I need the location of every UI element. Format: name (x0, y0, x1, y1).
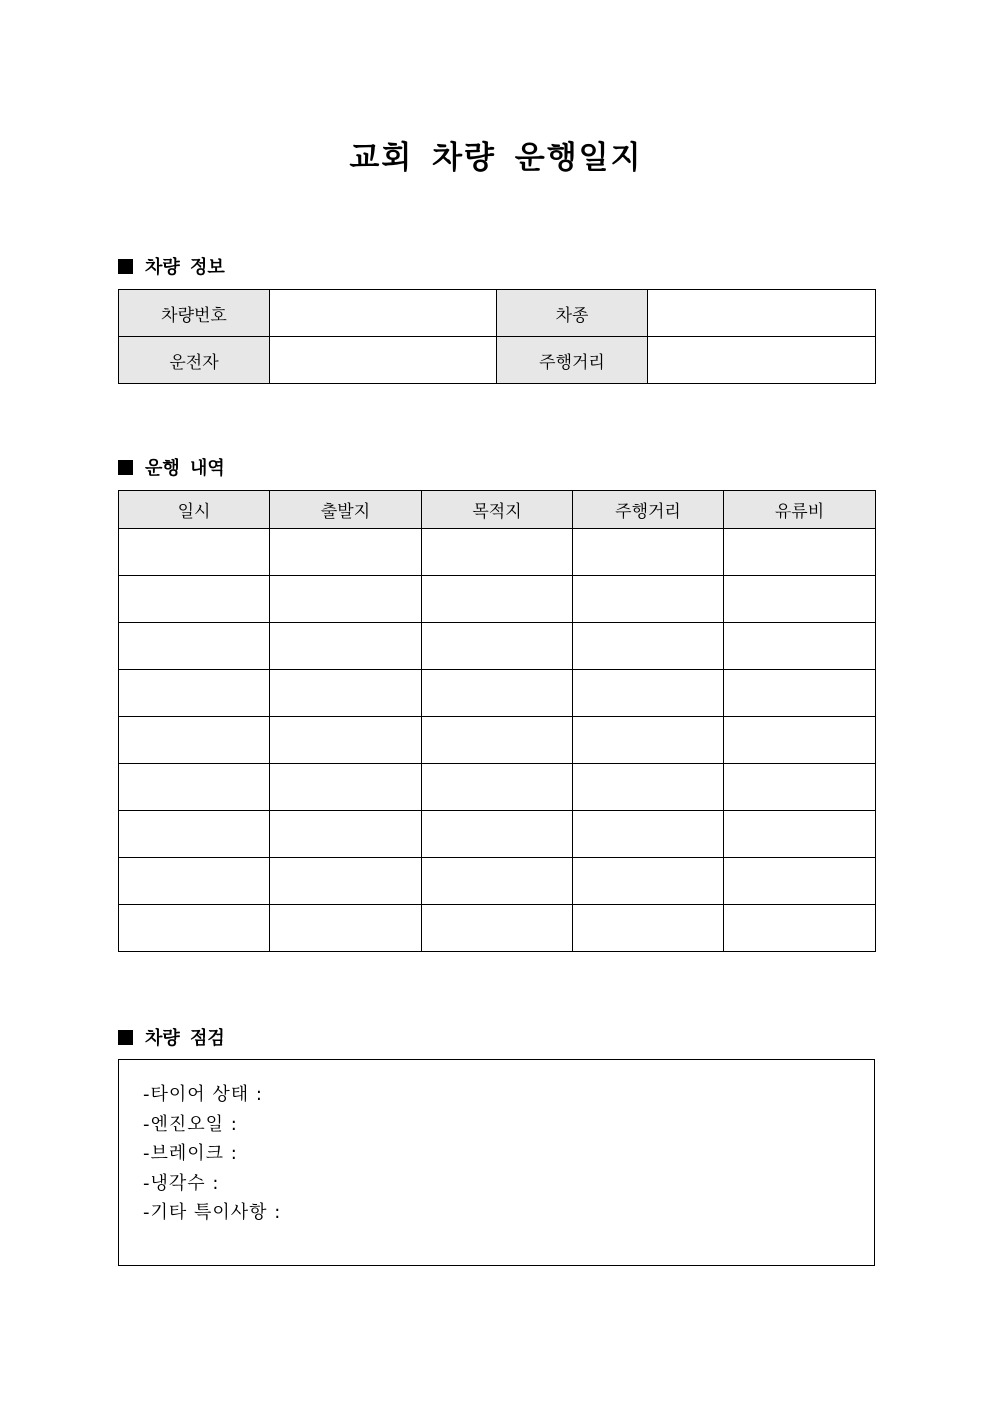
log-cell-departure[interactable] (270, 858, 422, 905)
log-cell-departure[interactable] (270, 811, 422, 858)
log-cell-datetime[interactable] (119, 858, 270, 905)
table-row (119, 670, 876, 717)
mileage-field[interactable] (648, 337, 876, 384)
column-header-datetime: 일시 (119, 491, 270, 529)
section-heading-inspection (118, 1024, 225, 1050)
section-heading-label: 차량 정보 (145, 257, 225, 278)
log-cell-mileage[interactable] (573, 670, 724, 717)
section-heading-label: 운행 내역 (145, 458, 225, 479)
driver-field[interactable] (270, 337, 497, 384)
column-header-departure: 출발지 (270, 491, 422, 529)
log-cell-departure[interactable] (270, 576, 422, 623)
section-heading-driving-log (118, 454, 225, 480)
table-row (119, 858, 876, 905)
driving-log-table (118, 490, 876, 952)
log-cell-datetime[interactable] (119, 764, 270, 811)
log-cell-destination[interactable] (422, 576, 573, 623)
log-cell-destination[interactable] (422, 764, 573, 811)
log-cell-destination[interactable] (422, 858, 573, 905)
log-cell-destination[interactable] (422, 670, 573, 717)
table-row (119, 337, 876, 384)
log-cell-fuel-cost[interactable] (724, 717, 876, 764)
inspection-box (118, 1059, 875, 1266)
log-cell-mileage[interactable] (573, 905, 724, 952)
log-cell-mileage[interactable] (573, 529, 724, 576)
log-cell-fuel-cost[interactable] (724, 670, 876, 717)
inspection-item-engine-oil: -엔진오일 : (143, 1113, 238, 1135)
log-cell-fuel-cost[interactable] (724, 576, 876, 623)
log-cell-destination[interactable] (422, 529, 573, 576)
label-driver: 운전자 (119, 337, 270, 384)
section-heading-label: 차량 점검 (145, 1028, 225, 1049)
log-cell-fuel-cost[interactable] (724, 764, 876, 811)
log-cell-fuel-cost[interactable] (724, 811, 876, 858)
square-bullet-icon (118, 1030, 133, 1045)
vehicle-model-field[interactable] (648, 290, 876, 337)
log-cell-datetime[interactable] (119, 717, 270, 764)
vehicle-info-table (118, 289, 876, 384)
vehicle-number-field[interactable] (270, 290, 497, 337)
log-cell-datetime[interactable] (119, 623, 270, 670)
square-bullet-icon (118, 259, 133, 274)
log-cell-datetime[interactable] (119, 576, 270, 623)
square-bullet-icon (118, 460, 133, 475)
log-cell-mileage[interactable] (573, 576, 724, 623)
log-cell-fuel-cost[interactable] (724, 623, 876, 670)
log-cell-mileage[interactable] (573, 811, 724, 858)
column-header-fuel-cost: 유류비 (724, 491, 876, 529)
log-cell-mileage[interactable] (573, 858, 724, 905)
log-cell-mileage[interactable] (573, 623, 724, 670)
inspection-list (119, 1060, 874, 1228)
log-cell-datetime[interactable] (119, 670, 270, 717)
table-row (119, 764, 876, 811)
section-heading-vehicle-info (118, 253, 225, 279)
label-vehicle-number: 차량번호 (119, 290, 270, 337)
log-cell-fuel-cost[interactable] (724, 858, 876, 905)
inspection-item-brake: -브레이크 : (143, 1143, 238, 1164)
log-cell-fuel-cost[interactable] (724, 529, 876, 576)
column-header-destination: 목적지 (422, 491, 573, 529)
table-header-row (119, 491, 876, 529)
table-row (119, 811, 876, 858)
log-cell-departure[interactable] (270, 623, 422, 670)
log-cell-departure[interactable] (270, 905, 422, 952)
table-row (119, 717, 876, 764)
log-cell-destination[interactable] (422, 905, 573, 952)
label-vehicle-model: 차종 (497, 290, 648, 337)
table-row (119, 623, 876, 670)
column-header-mileage: 주행거리 (573, 491, 724, 529)
log-cell-mileage[interactable] (573, 717, 724, 764)
driving-log-body (119, 529, 876, 952)
log-cell-datetime[interactable] (119, 905, 270, 952)
log-cell-destination[interactable] (422, 811, 573, 858)
inspection-item-tire-status: -타이어 상태 : (143, 1084, 263, 1105)
table-row (119, 529, 876, 576)
inspection-item-other-notes: -기타 특이사항 : (143, 1202, 282, 1223)
log-cell-departure[interactable] (270, 670, 422, 717)
log-cell-destination[interactable] (422, 623, 573, 670)
inspection-item-coolant: -냉각수 : (143, 1172, 220, 1194)
table-row (119, 290, 876, 337)
log-cell-fuel-cost[interactable] (724, 905, 876, 952)
document-title: 교회 차량 운행일지 (349, 140, 643, 176)
log-cell-datetime[interactable] (119, 529, 270, 576)
log-cell-destination[interactable] (422, 717, 573, 764)
log-cell-mileage[interactable] (573, 764, 724, 811)
log-cell-departure[interactable] (270, 717, 422, 764)
label-mileage: 주행거리 (497, 337, 648, 384)
log-cell-datetime[interactable] (119, 811, 270, 858)
table-row (119, 576, 876, 623)
table-row (119, 905, 876, 952)
log-cell-departure[interactable] (270, 764, 422, 811)
log-cell-departure[interactable] (270, 529, 422, 576)
